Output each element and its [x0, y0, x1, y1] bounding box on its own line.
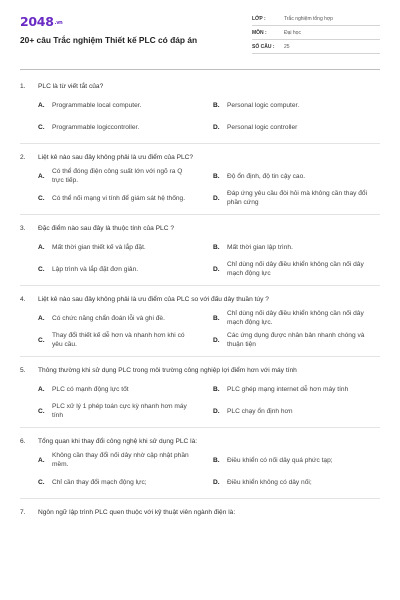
question-item [20, 220, 380, 286]
question-number: 4. [20, 296, 26, 303]
question-item [20, 291, 380, 357]
option-text: PLC ghép mạng internet dễ hơn máy tính [227, 385, 349, 393]
answer-option[interactable] [38, 472, 205, 492]
question-number: 7. [20, 509, 26, 516]
header-divider [20, 69, 380, 70]
option-text: Thay đổi thiết kế dễ hơn và nhanh hơn khi có yêu cầu. [52, 332, 185, 348]
question-text: Ngôn ngữ lập trình PLC quen thuộc với kỹ thuật viên ngành điện là: [38, 509, 236, 516]
answer-option[interactable] [38, 450, 205, 470]
answer-option[interactable] [38, 188, 205, 208]
question-text: PLC là từ viết tắt của? [38, 83, 104, 90]
answer-option[interactable] [38, 259, 205, 279]
answer-option[interactable] [213, 95, 380, 115]
option-text: Chỉ cần thay đổi mạch động lực; [52, 478, 147, 486]
option-letter: B. [213, 243, 220, 251]
meta-value: Đại học [284, 29, 301, 36]
question-item [20, 504, 380, 527]
answer-option[interactable] [38, 237, 205, 257]
option-text: Độ ổn định, độ tin cậy cao. [227, 172, 306, 180]
answer-option[interactable] [38, 308, 205, 328]
answer-option[interactable] [213, 450, 380, 470]
question-item [20, 149, 380, 215]
option-text: Chỉ dùng nối dây điều khiển không cần nối dây mạch động lực [227, 261, 364, 277]
question-text: Thông thường khi sử dụng PLC trong môi trường công nghiệp lợi điểm hơn với máy tính [38, 367, 297, 374]
option-letter: C. [38, 123, 45, 131]
option-letter: B. [213, 385, 220, 393]
option-letter: D. [213, 123, 220, 131]
answer-option[interactable] [213, 166, 380, 186]
question-number: 5. [20, 367, 26, 374]
answer-option[interactable] [213, 259, 380, 279]
option-letter: D. [213, 336, 220, 344]
option-text: Có thể đóng điện công suất lớn với ngõ ra Q trực tiếp. [52, 168, 183, 184]
answer-option[interactable] [38, 330, 205, 350]
option-letter: B. [213, 314, 220, 322]
answer-option[interactable] [38, 166, 205, 186]
answer-option[interactable] [213, 379, 380, 399]
option-letter: D. [213, 407, 220, 415]
option-letter: C. [38, 407, 45, 415]
meta-label: LỚP : [252, 15, 266, 22]
meta-label: SỐ CÂU : [252, 43, 275, 50]
option-letter: C. [38, 478, 45, 486]
option-letter: D. [213, 478, 220, 486]
question-header [20, 504, 380, 517]
answer-options [20, 450, 380, 492]
option-letter: C. [38, 336, 45, 344]
option-letter: D. [213, 265, 220, 273]
option-letter: A. [38, 243, 45, 251]
option-letter: A. [38, 172, 45, 180]
answer-options [20, 237, 380, 279]
question-text: Liệt kê nào sau đây không phải là ưu điểm của PLC? [38, 154, 194, 161]
option-letter: B. [213, 456, 220, 464]
question-header [20, 362, 380, 375]
option-text: Không cần thay đổi nối dây nhờ cập nhật phần mềm. [52, 452, 189, 468]
answer-option[interactable] [213, 237, 380, 257]
question-number: 3. [20, 225, 26, 232]
option-text: Các ứng dụng được nhân bản nhanh chóng và thuận tiện [227, 332, 365, 348]
question-text: Liệt kê nào sau đây không phải là ưu điểm của PLC so với đấu dây thuần túy ? [38, 296, 269, 303]
meta-value: Trắc nghiệm tổng hợp [284, 15, 333, 22]
answer-option[interactable] [38, 379, 205, 399]
option-letter: A. [38, 385, 45, 393]
question-item [20, 362, 380, 428]
answer-option[interactable] [213, 330, 380, 350]
answer-options [20, 308, 380, 350]
site-logo[interactable] [20, 14, 62, 29]
document-title: 20+ câu Trắc nghiệm Thiết kế PLC có đáp án [20, 35, 198, 45]
option-text: Chỉ dùng nối dây điều khiển không cần nối dây mạch động lực. [227, 310, 364, 326]
option-text: Lập trình và lắp đặt đơn giản. [52, 265, 139, 273]
option-letter: B. [213, 172, 220, 180]
answer-option[interactable] [38, 117, 205, 137]
option-text: Có thể nối mạng vi tính để giám sát hệ thống. [52, 194, 186, 202]
option-text: Mất thời gian thiết kế và lắp đặt. [52, 243, 146, 251]
option-text: Programmable logiccontroller. [52, 123, 140, 131]
answer-options [20, 166, 380, 208]
meta-table [252, 12, 380, 54]
question-number: 6. [20, 438, 26, 445]
option-letter: C. [38, 194, 45, 202]
option-letter: D. [213, 194, 220, 202]
answer-option[interactable] [38, 401, 205, 421]
meta-row-subject [252, 26, 380, 40]
option-text: PLC xử lý 1 phép toán cực kỳ nhanh hơn máy tính [52, 403, 187, 419]
option-letter: A. [38, 314, 45, 322]
option-letter: C. [38, 265, 45, 273]
answer-options [20, 379, 380, 421]
question-item [20, 78, 380, 144]
logo-text: 2048 [20, 14, 54, 29]
option-text: Điều khiển có nối dây quá phức tạp; [227, 456, 333, 464]
question-header [20, 433, 380, 446]
answer-option[interactable] [213, 117, 380, 137]
meta-row-class [252, 12, 380, 26]
answer-option[interactable] [213, 472, 380, 492]
option-text: Mất thời gian lập trình. [227, 243, 293, 251]
question-number: 2. [20, 154, 26, 161]
answer-option[interactable] [38, 95, 205, 115]
option-text: Có chức năng chẩn đoán lỗi và ghi đè. [52, 314, 165, 322]
option-text: Đáp ứng yêu cầu đòi hỏi mà không cần thay đổi phần cứng [227, 190, 368, 206]
answer-options [20, 95, 380, 137]
option-text: PLC chạy ổn định hơn [227, 407, 293, 415]
question-header [20, 78, 380, 91]
question-text: Tổng quan khi thay đổi công nghệ khi sử dụng PLC là: [38, 438, 198, 445]
option-letter: A. [38, 101, 45, 109]
option-text: PLC có mạnh động lực tốt [52, 385, 129, 393]
question-list [20, 78, 380, 532]
option-text: Personal logic computer. [227, 101, 300, 109]
question-text: Đặc điểm nào sau đây là thuộc tính của PLC ? [38, 225, 174, 232]
meta-row-count [252, 40, 380, 54]
option-text: Programmable local computer. [52, 101, 142, 109]
question-header [20, 149, 380, 162]
question-number: 1. [20, 83, 26, 90]
question-header [20, 291, 380, 304]
document-header [0, 0, 400, 66]
option-text: Điều khiển không có dây nối; [227, 478, 312, 486]
meta-value: 25 [284, 43, 290, 50]
option-letter: B. [213, 101, 220, 109]
answer-option[interactable] [213, 308, 380, 328]
question-item [20, 433, 380, 499]
meta-label: MÔN : [252, 29, 267, 36]
logo-suffix: .vn [54, 19, 63, 26]
option-letter: A. [38, 456, 45, 464]
answer-option[interactable] [213, 188, 380, 208]
option-text: Personal logic controller [227, 123, 298, 131]
answer-option[interactable] [213, 401, 380, 421]
question-header [20, 220, 380, 233]
